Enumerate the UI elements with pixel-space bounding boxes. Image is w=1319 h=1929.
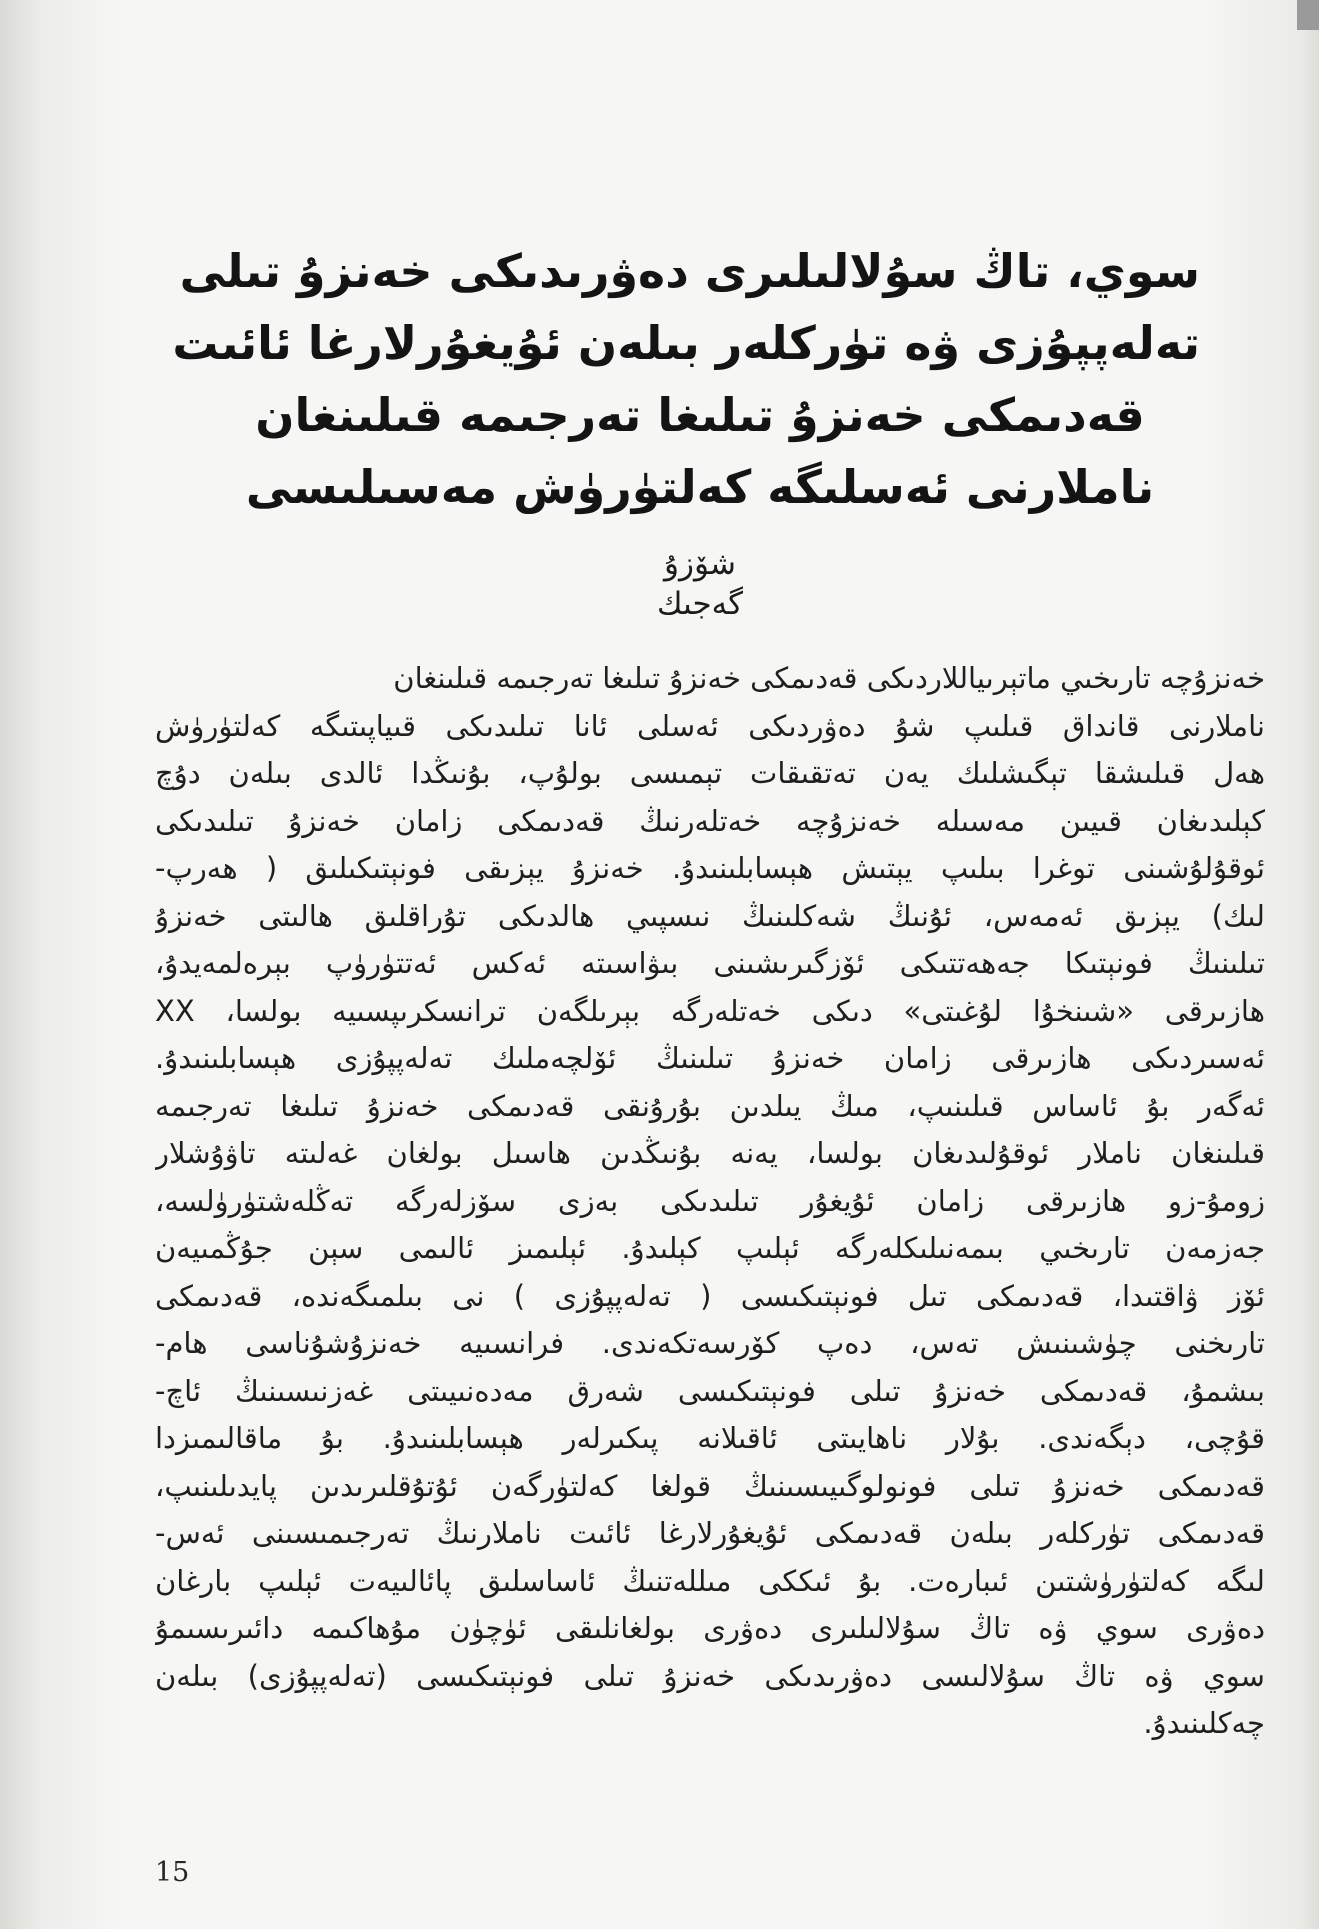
body-line: تارىخنى چۈشىنىش تەس، دەپ كۆرسەتكەندى. فرانسىيە خەنزۇشۇناسى ھام- [155,1326,1265,1360]
body-line: جەزمەن تارىخىي بىمەنىلىكلەرگە ئېلىپ كېلىدۇ. ئېلىمىز ئالىمى سېن جۇڭمىيەن [155,1231,1265,1265]
body-line: قەدىمكى تۈركلەر بىلەن قەدىمكى ئۇيغۇرلارغا ئائىت ناملارنىڭ تەرجىمىسىنى ئەس- [155,1516,1265,1550]
body-line: زومۇ-زو ھازىرقى زامان ئۇيغۇر تىلىدىكى بەزى سۆزلەرگە تەڭلەشتۈرۈلسە، [155,1183,1265,1218]
title-line: قەدىمكى خەنزۇ تىلىغا تەرجىمە قىلىنغان [255,388,1145,442]
body-line: چەكلىنىدۇ. [1143,1706,1265,1740]
title-line: ناملارنى ئەسلىگە كەلتۈرۈش مەسىلىسى [245,460,1155,514]
body-line: ھازىرقى «شىنخۇا لۇغىتى» دىكى خەتلەرگە بېرىلگەن ترانسكرىپسىيە بولسا، XX [155,993,1265,1028]
body-line: ھەل قىلىشقا تېگىشلىك يەن تەتقىقات تېمىسى بولۇپ، بۇنىڭدا ئالدى بىلەن دۇچ [155,756,1265,790]
body-line: قەدىمكى خەنزۇ تىلى فونولوگىيىسىنىڭ قولغا كەلتۈرگەن ئۇتۇقلىرىدىن پايدىلىنىپ، [155,1468,1265,1503]
body-line: قىلىنغان ناملار ئوقۇلىدىغان بولسا، يەنە بۇنىڭدىن ھاسىل بولغان غەلىتە تاۋۇشلار [155,1136,1265,1170]
title-line: سوي، تاڭ سۇلالىلىرى دەۋرىدىكى خەنزۇ تىلى [179,244,1200,298]
body-line: قۇچى، دېگەندى. بۇلار ناھايىتى ئاقىلانە پىكىرلەر ھېسابلىنىدۇ. بۇ ماقالىمىزدا [155,1421,1265,1455]
article-body [155,655,1265,1748]
body-line: سوي ۋە تاڭ سۇلالىسى دەۋرىدىكى خەنزۇ تىلى فونېتىكىسى (تەلەپپۇزى) بىلەن [155,1658,1265,1693]
article-title [172,235,1200,523]
page-number: 15 [155,1857,190,1888]
body-line: كېلىدىغان قىيىن مەسىلە خەنزۇچە خەتلەرنىڭ قەدىمكى زامان خەنزۇ تىلىدىكى [155,803,1265,838]
body-line: بىشمۇ، قەدىمكى خەنزۇ تىلى فونېتىكىسى شەرق مەدەنىيىتى غەزنىسىنىڭ ئاچ- [155,1373,1265,1408]
body-line: لىك) يېزىق ئەمەس، ئۇنىڭ شەكلىنىڭ نىسپىي ھالدىكى تۇراقلىق ھالىتى خەنزۇ [155,898,1265,933]
scan-edge-mark [1297,0,1319,30]
title-line: تەلەپپۇزى ۋە تۈركلەر بىلەن ئۇيغۇرلارغا ئائىت [172,316,1200,370]
body-line: ئەگەر بۇ ئاساس قىلىنىپ، مىڭ يىلدىن بۇرۇنقى قەدىمكى خەنزۇ تىلىغا تەرجىمە [155,1088,1265,1123]
body-line: تىلىنىڭ فونېتىكا جەھەتتىكى ئۆزگىرىشىنى بىۋاسىتە ئەكس ئەتتۈرۈپ بېرەلمەيدۇ، [155,946,1265,980]
body-line: ئۆز ۋاقتىدا، قەدىمكى تىل فونېتىكىسى ( تەلەپپۇزى ) نى بىلمىگەندە، قەدىمكى [155,1278,1265,1313]
body-line: دەۋرى سوي ۋە تاڭ سۇلالىلىرى دەۋرى بولغانلىقى ئۈچۈن مۇھاكىمە دائىرىسىمۇ [155,1611,1265,1645]
body-line: ئەسىردىكى ھازىرقى زامان خەنزۇ تىلىنىڭ ئۆلچەملىك تەلەپپۇزى ھېسابلىنىدۇ. [155,1041,1265,1075]
body-line: خەنزۇچە تارىخىي ماتېرىياللاردىكى قەدىمكى خەنزۇ تىلىغا تەرجىمە قىلىنغان [393,661,1265,695]
body-line: ئوقۇلۇشىنى توغرا بىلىپ يېتىش ھېسابلىنىدۇ. خەنزۇ يېزىقى فونېتىكىلىق ( ھەرپ- [155,851,1265,885]
author-name: شۆزۇ گەجىك [656,546,744,622]
body-line: ناملارنى قانداق قىلىپ شۇ دەۋردىكى ئەسلى ئانا تىلىدىكى قىياپىتىگە كەلتۈرۈش [155,708,1265,743]
body-line: لىگە كەلتۈرۈشتىن ئىبارەت. بۇ ئىككى مىللەتنىڭ ئاساسلىق پائالىيەت ئېلىپ بارغان [155,1563,1265,1598]
